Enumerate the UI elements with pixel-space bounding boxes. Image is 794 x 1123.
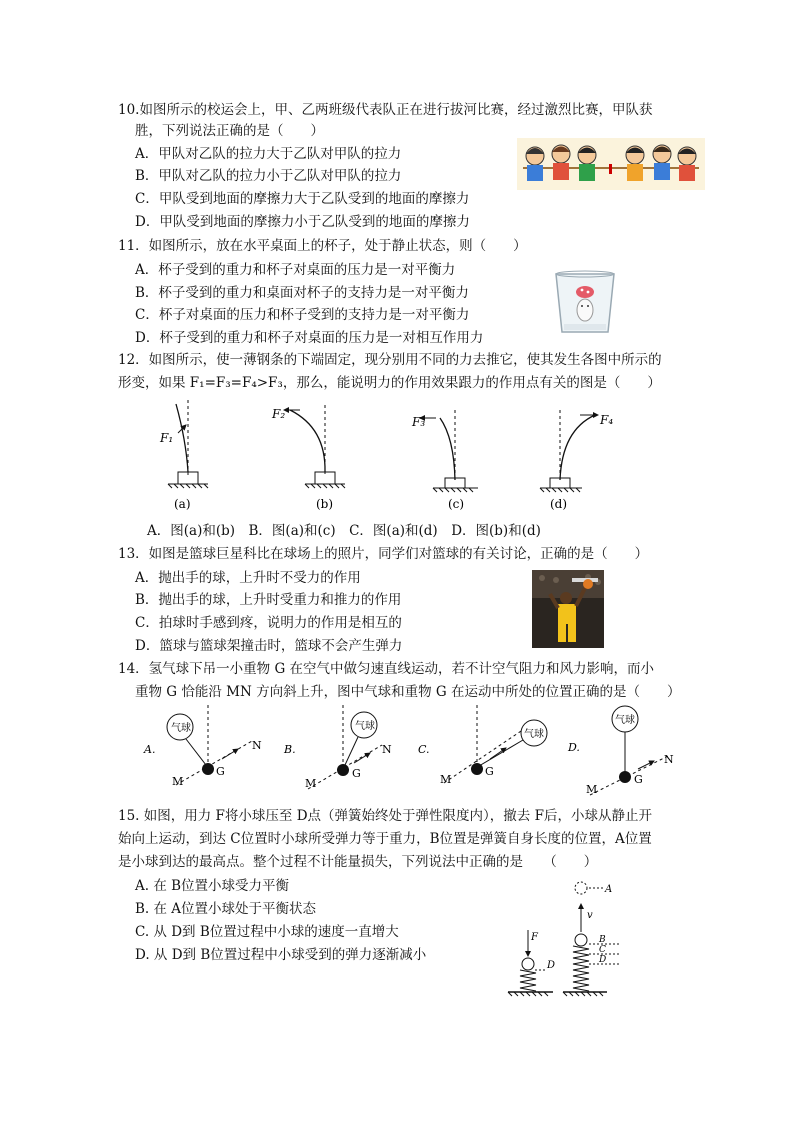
- q13-option-a: A．抛出手的球，上升时不受力的作用: [135, 570, 361, 586]
- q10-stem-line1: 10.如图所示的校运会上，甲、乙两班级代表队正在进行拔河比赛，经过激烈比赛，甲队获: [118, 102, 653, 118]
- q15-option-a: A. 在 B位置小球受力平衡: [135, 878, 290, 894]
- q15-stem-line3: 是小球到达的最高点。整个过程不计能量损失，下列说法中正确的是 （ ）: [118, 854, 598, 870]
- basketball-player-photo: [532, 570, 604, 648]
- q12-options: A．图(a)和(b) B．图(a)和(c) C．图(a)和(d) D．图(b)和(d): [147, 523, 541, 539]
- figure-c: [420, 410, 478, 492]
- compressed-spring: [508, 930, 555, 996]
- svg-text:N: N: [252, 739, 262, 752]
- q15-option-b: B. 在 A位置小球处于平衡状态: [135, 901, 317, 917]
- spring-ball-figure: [503, 880, 628, 1000]
- q10-option-b: B．甲队对乙队的拉力小于乙队对甲队的拉力: [135, 168, 402, 184]
- label-f4: F₄: [600, 413, 614, 427]
- option-b-figure: [283, 705, 392, 790]
- svg-text:D: D: [599, 955, 607, 965]
- option-a-figure: [143, 705, 262, 788]
- glass-cup-image: [552, 270, 618, 336]
- q13-option-c: C．拍球时手感到疼，说明力的作用是相互的: [135, 615, 402, 631]
- svg-text:G: G: [352, 767, 361, 780]
- q15-stem-line1: 15. 如图，用力 F将小球压至 D点（弹簧始终处于弹性限度内），撤去 F后，小球从静止开: [118, 808, 652, 824]
- extended-spring: [563, 882, 621, 996]
- steel-strip-figure: [150, 400, 614, 515]
- q12-stem-line2: 形变，如果 F₁=F₃=F₄>F₃，那么，能说明力的作用效果跟力的作用点有关的图是（ ）: [118, 375, 661, 391]
- svg-text:气球: 气球: [355, 721, 375, 732]
- svg-text:A.: A.: [144, 743, 156, 756]
- q11-option-c: C．杯子对桌面的压力和杯子受到的支持力是一对平衡力: [135, 307, 470, 323]
- svg-text:气球: 气球: [171, 723, 191, 734]
- svg-text:N: N: [664, 753, 674, 766]
- q14-stem-line1: 14．氢气球下吊一小重物 G 在空气中做匀速直线运动，若不计空气阻力和风力影响，而小: [118, 661, 655, 677]
- svg-text:A: A: [605, 884, 613, 895]
- q10-option-d: D．甲队受到地面的摩擦力小于乙队受到的地面的摩擦力: [135, 214, 470, 230]
- svg-text:N: N: [382, 743, 392, 756]
- svg-text:B: B: [599, 935, 606, 945]
- q11-option-b: B．杯子受到的重力和桌面对杯子的支持力是一对平衡力: [135, 285, 469, 301]
- svg-text:C.: C.: [418, 743, 430, 756]
- svg-text:v: v: [587, 910, 593, 921]
- q11-stem: 11．如图所示，放在水平桌面上的杯子，处于静止状态，则（ ）: [118, 238, 527, 254]
- svg-text:D.: D.: [568, 741, 580, 754]
- svg-text:气球: 气球: [615, 715, 635, 726]
- q11-option-a: A．杯子受到的重力和杯子对桌面的压力是一对平衡力: [135, 262, 456, 278]
- q12-stem-line1: 12．如图所示，使一薄钢条的下端固定，现分别用不同的力去推它，使其发生各图中所示的: [118, 352, 662, 368]
- q11-option-d: D．杯子受到的重力和杯子对桌面的压力是一对相互作用力: [135, 330, 484, 346]
- svg-text:B.: B.: [284, 743, 296, 756]
- q13-option-b: B．抛出手的球，上升时受重力和推力的作用: [135, 592, 402, 608]
- q13-stem: 13．如图是篮球巨星科比在球场上的照片，同学们对篮球的有关讨论，正确的是（ ）: [118, 546, 649, 562]
- svg-text:C: C: [599, 945, 606, 955]
- balloon-options-figure: [140, 705, 680, 795]
- figure-b: [284, 405, 345, 488]
- tug-of-war-image: [517, 138, 705, 190]
- svg-text:F: F: [531, 932, 538, 943]
- figure-a: [168, 400, 208, 488]
- svg-text:G: G: [634, 773, 643, 786]
- q15-stem-line2: 始向上运动，到达 C位置时小球所受弹力等于重力，B位置是弹簧自身长度的位置，A位置: [118, 831, 652, 847]
- svg-text:M: M: [440, 773, 452, 786]
- q13-option-d: D．篮球与篮球架撞击时，篮球不会产生弹力: [135, 638, 403, 654]
- caption-c: (c): [448, 497, 465, 511]
- svg-text:G: G: [485, 765, 494, 778]
- option-c-figure: [418, 705, 547, 786]
- label-f2: F₂: [272, 407, 286, 421]
- svg-text:G: G: [216, 765, 225, 778]
- caption-b: (b): [316, 497, 334, 511]
- q15-option-c: C. 从 D到 B位置过程中小球的速度一直增大: [135, 924, 399, 940]
- caption-a: (a): [174, 497, 191, 511]
- figure-d: [540, 410, 598, 492]
- label-f3: F₃: [412, 415, 426, 429]
- svg-text:M: M: [172, 775, 184, 788]
- q10-option-c: C．甲队受到地面的摩擦力大于乙队受到的地面的摩擦力: [135, 191, 470, 207]
- caption-d: (d): [550, 497, 568, 511]
- q15-option-d: D. 从 D到 B位置过程中小球受到的弹力逐渐减小: [135, 947, 427, 963]
- label-f1: F₁: [160, 431, 174, 445]
- svg-text:M: M: [586, 783, 598, 796]
- svg-text:气球: 气球: [524, 729, 544, 740]
- option-d-figure: [567, 706, 674, 796]
- svg-text:D: D: [547, 960, 556, 971]
- q10-option-a: A．甲队对乙队的拉力大于乙队对甲队的拉力: [135, 146, 402, 162]
- q14-stem-line2: 重物 G 恰能沿 MN 方向斜上升，图中气球和重物 G 在运动中所处的位置正确的是（ ）: [135, 684, 681, 700]
- svg-text:M: M: [305, 777, 317, 790]
- q10-stem-line2: 胜，下列说法正确的是（ ）: [135, 123, 324, 139]
